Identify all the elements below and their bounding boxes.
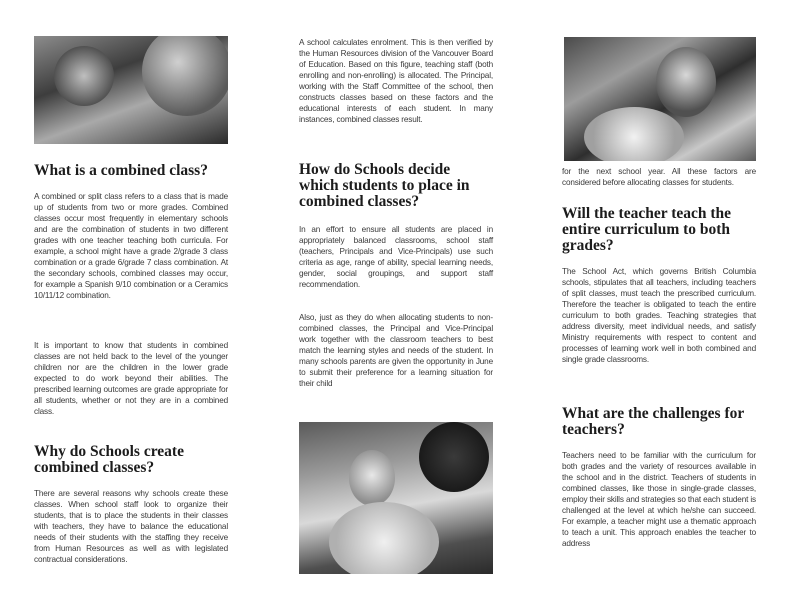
paragraph-matching: Also, just as they do when allocating students to non-combined classes, the Principal and Vice-Principal work together with the classroom teachers to best match the learning styles and needs of the student. In many schools parents are given the opportunity in June to submit their preference for a learning situation for their child [299,313,493,388]
heading-challenges: What are the challenges for teachers? [562,405,744,438]
paragraph-enrolment: A school calculates enrolment. This is then verified by the Human Resources division of the Vancouver Board of Education. Based on this figure, teaching staff (both enrolling and non-enrolling) is allocated. The Principal, working with the Staff Committee of the school, then constructs classes based on these factors and the educational interests of each student. In many instances, combined classes result. [299,38,493,124]
photo-students-globe [34,36,228,144]
photo-girl-smiling [299,422,493,574]
paragraph-not-held-back: It is important to know that students in combined classes are not held back to the level of the younger children nor are the children in the lower grade expected to do work beyond their abilities. The prescribed learning outcomes are grade appropriate for all students, whether or not they are in a combined class. [34,341,228,416]
photo-classroom-writing [564,37,756,161]
heading-entire-curriculum: Will the teacher teach the entire curriculum to both grades? [562,205,732,254]
heading-how-decide: How do Schools decide which students to place in combined classes? [299,161,470,210]
paragraph-school-act: The School Act, which governs British Columbia schools, stipulates that all teachers, including teachers of split classes, must teach the prescribed curriculum. Therefore the teacher is obligated to teach the entire curriculum to both grades. Teaching strategies that address diversity, meet individual needs, and satisfy Ministry requirements with respect to content and processes of learning work well in both combined and single grade classrooms. [562,267,756,364]
paragraph-challenges: Teachers need to be familiar with the curriculum for both grades and the variety of resources available in the school and in the district. Teachers of students in combined classes, like those in single-grade classes, employ their skills and strategies so that each student is challenged at the level at which he/she can succeed. For example, a teacher might use a thematic approach to teach a unit. This approach enables the teacher to address [562,451,756,548]
paragraph-next-year: for the next school year. All these factors are considered before allocating classes for students. [562,167,756,187]
heading-what-is-combined-class: What is a combined class? [34,162,208,179]
paragraph-criteria: In an effort to ensure all students are placed in appropriately balanced classrooms, school staff (teachers, Principals and Vice-Principals) use such criteria as age, range of ability, special learning needs, gender, social groupings, and support staff recommendation. [299,225,493,289]
paragraph-reasons: There are several reasons why schools create these classes. When school staff look to organize their students, that is to place the students in their classes with teachers, they have to balance the educational needs of their students with the staffing they receive from Human Resources as well as with legislated contractual considerations. [34,489,228,564]
paragraph-definition: A combined or split class refers to a class that is made up of students from two or more grades. Combined classes occur most frequently in elementary schools and are the combination of students in two different grades with one teacher teaching both curricula. For example, a school might have a grade 2/grade 3 class combination or a grade 6/grade 7 class combination. At the secondary schools, combined classes may occur, for example a Spanish 9/10 combination or a Ceramics 10/11/12 combination. [34,192,228,300]
heading-why-create-combined: Why do Schools create combined classes? [34,443,184,476]
